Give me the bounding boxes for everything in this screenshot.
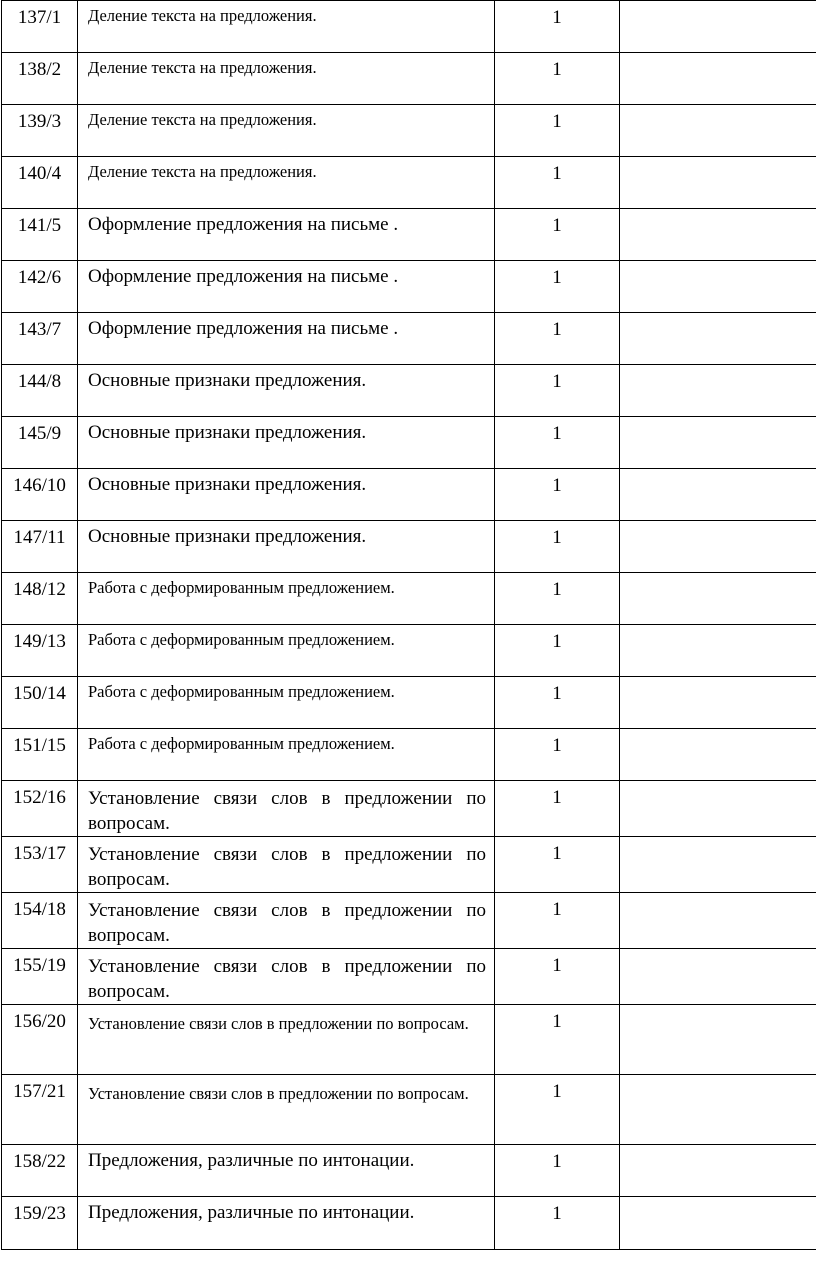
lesson-notes-cell: [620, 365, 816, 417]
lesson-number-cell: 137/1: [2, 1, 78, 53]
lesson-notes-cell: [620, 1145, 816, 1197]
lesson-topic-cell: [78, 261, 495, 313]
lesson-topic-cell: [78, 1075, 495, 1145]
table-row: [2, 1197, 816, 1250]
lesson-topic-text: Оформление предложения на письме .: [88, 214, 399, 235]
lesson-notes-cell: [620, 573, 816, 625]
lesson-topic-cell: [78, 677, 495, 729]
lesson-topic-cell: [78, 209, 495, 261]
table-row: [2, 469, 816, 521]
lesson-number-cell: 156/20: [2, 1005, 78, 1075]
table-row: [2, 1005, 816, 1075]
lesson-number-cell: 157/21: [2, 1075, 78, 1145]
lesson-topic-cell: [78, 837, 495, 893]
lesson-number-cell: 151/15: [2, 729, 78, 781]
table-row: [2, 521, 816, 573]
lesson-topic-text: Основные признаки предложения.: [88, 370, 367, 391]
lesson-notes-cell: [620, 261, 816, 313]
lesson-notes-cell: [620, 837, 816, 893]
table-row: [2, 105, 816, 157]
table-row: [2, 573, 816, 625]
lesson-topic-text: Предложения, различные по интонации.: [88, 1150, 415, 1171]
lesson-topic-cell: [78, 573, 495, 625]
lesson-hours-cell: 1: [495, 417, 620, 469]
lesson-plan-table: [1, 0, 816, 1250]
lesson-topic-text: Основные признаки предложения.: [88, 474, 367, 495]
lesson-hours-cell: 1: [495, 1005, 620, 1075]
lesson-topic-text: Установление связи слов в предложении по вопросам.: [88, 844, 486, 890]
lesson-topic-cell: [78, 469, 495, 521]
lesson-hours-cell: 1: [495, 365, 620, 417]
lesson-number-cell: 149/13: [2, 625, 78, 677]
lesson-topic-cell: [78, 949, 495, 1005]
table-row: [2, 365, 816, 417]
lesson-notes-cell: [620, 521, 816, 573]
lesson-hours-cell: 1: [495, 781, 620, 837]
lesson-topic-text: Деление текста на предложения.: [88, 6, 317, 25]
table-row: [2, 53, 816, 105]
lesson-topic-text: Работа с деформированным предложением.: [88, 734, 395, 753]
lesson-topic-text: Установление связи слов в предложении по вопросам.: [88, 1014, 469, 1033]
lesson-topic-cell: [78, 625, 495, 677]
table-row: [2, 781, 816, 837]
lesson-topic-text: Работа с деформированным предложением.: [88, 578, 395, 597]
lesson-number-cell: 140/4: [2, 157, 78, 209]
lesson-notes-cell: [620, 53, 816, 105]
table-row: [2, 157, 816, 209]
table-row: [2, 837, 816, 893]
lesson-number-cell: 155/19: [2, 949, 78, 1005]
table-row: [2, 1145, 816, 1197]
lesson-number-cell: 158/22: [2, 1145, 78, 1197]
lesson-topic-text: Основные признаки предложения.: [88, 422, 367, 443]
lesson-number-cell: 154/18: [2, 893, 78, 949]
lesson-topic-cell: [78, 313, 495, 365]
lesson-topic-text: Оформление предложения на письме .: [88, 318, 399, 339]
lesson-hours-cell: 1: [495, 893, 620, 949]
lesson-notes-cell: [620, 729, 816, 781]
lesson-hours-cell: 1: [495, 105, 620, 157]
lesson-notes-cell: [620, 949, 816, 1005]
lesson-topic-text: Установление связи слов в предложении по вопросам.: [88, 900, 486, 946]
lesson-hours-cell: 1: [495, 1197, 620, 1250]
lesson-number-cell: 141/5: [2, 209, 78, 261]
lesson-notes-cell: [620, 209, 816, 261]
lesson-hours-cell: 1: [495, 1145, 620, 1197]
lesson-topic-text: Установление связи слов в предложении по вопросам.: [88, 956, 486, 1002]
lesson-notes-cell: [620, 1197, 816, 1250]
lesson-topic-text: Оформление предложения на письме .: [88, 266, 399, 287]
lesson-topic-cell: [78, 53, 495, 105]
lesson-number-cell: 147/11: [2, 521, 78, 573]
lesson-notes-cell: [620, 781, 816, 837]
lesson-topic-text: Деление текста на предложения.: [88, 58, 317, 77]
lesson-hours-cell: 1: [495, 209, 620, 261]
table-row: [2, 893, 816, 949]
table-row: [2, 625, 816, 677]
table-row: [2, 1075, 816, 1145]
lesson-hours-cell: 1: [495, 573, 620, 625]
lesson-topic-cell: [78, 781, 495, 837]
lesson-notes-cell: [620, 417, 816, 469]
table-row: [2, 729, 816, 781]
table-row: [2, 261, 816, 313]
lesson-hours-cell: 1: [495, 1, 620, 53]
lesson-topic-cell: [78, 1, 495, 53]
table-row: [2, 209, 816, 261]
lesson-topic-text: Деление текста на предложения.: [88, 162, 317, 181]
table-row: [2, 1, 816, 53]
lesson-hours-cell: 1: [495, 1075, 620, 1145]
lesson-topic-cell: [78, 1005, 495, 1075]
lesson-notes-cell: [620, 893, 816, 949]
lesson-number-cell: 143/7: [2, 313, 78, 365]
lesson-hours-cell: 1: [495, 837, 620, 893]
lesson-number-cell: 144/8: [2, 365, 78, 417]
table-row: [2, 417, 816, 469]
lesson-notes-cell: [620, 1005, 816, 1075]
lesson-hours-cell: 1: [495, 625, 620, 677]
table-row: [2, 677, 816, 729]
lesson-hours-cell: 1: [495, 949, 620, 1005]
lesson-topic-text: Работа с деформированным предложением.: [88, 630, 395, 649]
lesson-number-cell: 153/17: [2, 837, 78, 893]
lesson-notes-cell: [620, 313, 816, 365]
lesson-topic-text: Установление связи слов в предложении по вопросам.: [88, 788, 486, 834]
table-row: [2, 949, 816, 1005]
lesson-hours-cell: 1: [495, 521, 620, 573]
lesson-topic-text: Установление связи слов в предложении по вопросам.: [88, 1084, 469, 1103]
lesson-notes-cell: [620, 105, 816, 157]
lesson-number-cell: 138/2: [2, 53, 78, 105]
lesson-topic-text: Работа с деформированным предложением.: [88, 682, 395, 701]
lesson-topic-cell: [78, 729, 495, 781]
lesson-hours-cell: 1: [495, 261, 620, 313]
lesson-hours-cell: 1: [495, 53, 620, 105]
lesson-topic-cell: [78, 417, 495, 469]
lesson-notes-cell: [620, 157, 816, 209]
lesson-number-cell: 150/14: [2, 677, 78, 729]
lesson-topic-text: Основные признаки предложения.: [88, 526, 367, 547]
lesson-plan-table-body: [2, 1, 816, 1250]
lesson-number-cell: 152/16: [2, 781, 78, 837]
lesson-number-cell: 142/6: [2, 261, 78, 313]
lesson-notes-cell: [620, 625, 816, 677]
lesson-number-cell: 159/23: [2, 1197, 78, 1250]
lesson-number-cell: 145/9: [2, 417, 78, 469]
lesson-notes-cell: [620, 1075, 816, 1145]
lesson-hours-cell: 1: [495, 469, 620, 521]
lesson-topic-cell: [78, 365, 495, 417]
lesson-topic-cell: [78, 157, 495, 209]
lesson-notes-cell: [620, 677, 816, 729]
lesson-hours-cell: 1: [495, 677, 620, 729]
lesson-number-cell: 139/3: [2, 105, 78, 157]
lesson-topic-text: Предложения, различные по интонации.: [88, 1202, 415, 1223]
lesson-hours-cell: 1: [495, 313, 620, 365]
lesson-notes-cell: [620, 469, 816, 521]
lesson-number-cell: 146/10: [2, 469, 78, 521]
lesson-hours-cell: 1: [495, 729, 620, 781]
lesson-topic-cell: [78, 105, 495, 157]
lesson-topic-cell: [78, 521, 495, 573]
lesson-topic-cell: [78, 893, 495, 949]
lesson-hours-cell: 1: [495, 157, 620, 209]
lesson-notes-cell: [620, 1, 816, 53]
table-row: [2, 313, 816, 365]
lesson-topic-text: Деление текста на предложения.: [88, 110, 317, 129]
lesson-topic-cell: [78, 1145, 495, 1197]
lesson-topic-cell: [78, 1197, 495, 1250]
lesson-number-cell: 148/12: [2, 573, 78, 625]
